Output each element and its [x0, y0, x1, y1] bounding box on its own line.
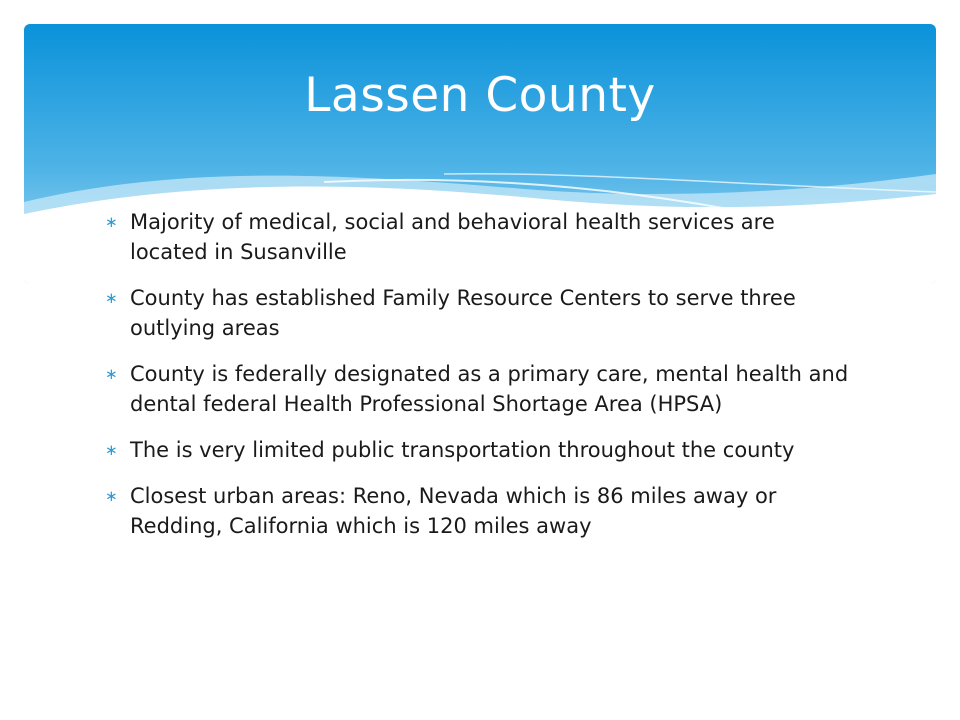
- bullet-item: [105, 359, 855, 419]
- bullet-item: [105, 207, 855, 267]
- asterisk-icon: ∗: [105, 487, 118, 505]
- asterisk-icon: ∗: [105, 365, 118, 383]
- bullet-text: Majority of medical, social and behavioral health services are located in Susanville: [130, 210, 775, 264]
- bullet-text: County is federally designated as a primary care, mental health and dental federal Health Professional Shortage Area (HPSA): [130, 362, 849, 416]
- asterisk-icon: ∗: [105, 289, 118, 307]
- bullet-item: [105, 435, 855, 465]
- asterisk-icon: ∗: [105, 441, 118, 459]
- asterisk-icon: ∗: [105, 213, 118, 231]
- bullet-text: County has established Family Resource Centers to serve three outlying areas: [130, 286, 796, 340]
- slide-title: Lassen County: [304, 68, 656, 123]
- bullet-text: Closest urban areas: Reno, Nevada which is 86 miles away or Redding, California which is 120 miles away: [130, 484, 777, 538]
- bullet-item: [105, 283, 855, 343]
- bullet-list: [105, 207, 855, 557]
- bullet-text: The is very limited public transportation throughout the county: [130, 438, 795, 462]
- bullet-item: [105, 481, 855, 541]
